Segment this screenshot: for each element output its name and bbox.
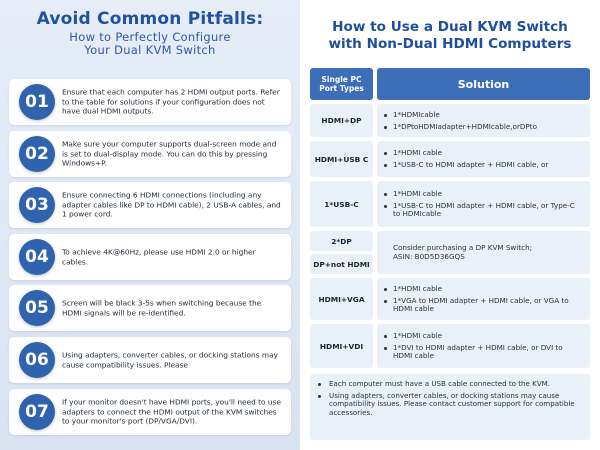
pitfalls-title: Avoid Common Pitfalls:	[36, 9, 264, 29]
tip-card-01	[9, 79, 291, 125]
solutions-title: How to Use a Dual KVM Switch with Non-Dual HDMI Computers	[328, 19, 572, 52]
notes-box	[310, 374, 590, 440]
list-item: 1*HDMI cable	[383, 285, 584, 294]
list-item: 1*HDMI cable	[383, 190, 584, 199]
list-item: 1*HDMI cable	[383, 149, 584, 158]
tip-card-07	[9, 389, 291, 435]
list-item: 1*VGA to HDMI adapter + HDMI cable, or VGA to HDMI cable	[383, 297, 584, 314]
list-item: 1*USB-C to HDMI adapter + HDMI cable, or	[383, 161, 584, 170]
tip-number-badge: 04	[19, 239, 55, 275]
tip-card-02	[9, 131, 291, 177]
list-item: 1*USB-C to HDMI adapter + HDMI cable, or Type-C to HDMIcable	[383, 202, 584, 219]
port-type-cell: HDMI+DP	[310, 104, 373, 137]
tip-text: Screen will be black 3-5s when switching because the HDMI signals will be re-identified.	[62, 298, 262, 317]
port-type-cell: DP+not HDMI	[310, 254, 373, 274]
port-type-cell: 1*USB-C	[310, 181, 373, 227]
bullet-icon	[384, 164, 387, 167]
bullet-icon	[384, 205, 387, 208]
solution-cell	[377, 324, 590, 368]
tip-number-badge: 06	[19, 342, 55, 378]
tip-number-badge: 07	[19, 394, 55, 430]
bullet-icon	[384, 114, 387, 117]
tip-text: Using adapters, converter cables, or docking stations may cause compatibility issues. Please	[62, 350, 278, 369]
tip-number-badge: 01	[19, 84, 55, 120]
solution-cell: Consider purchasing a DP KVM Switch; ASIN: B0D5D36GQS	[377, 231, 590, 274]
bullet-icon	[318, 395, 321, 398]
tip-number-badge: 02	[19, 136, 55, 172]
bullet-icon	[384, 335, 387, 338]
list-item: 1*HDMIcable	[383, 111, 584, 120]
bullet-icon	[384, 347, 387, 350]
pitfalls-subtitle: How to Perfectly Configure Your Dual KVM Switch	[69, 30, 231, 57]
tip-text: Ensure connecting 6 HDMI connections (including any adapter cables like DP to HDMI cable), 2 USB-A cables, and 1 power cord.	[62, 190, 281, 219]
port-type-cell: HDMI+VGA	[310, 278, 373, 320]
solution-cell	[377, 104, 590, 137]
bullet-icon	[384, 300, 387, 303]
solution-cell	[377, 141, 590, 177]
port-type-cell: 2*DP	[310, 231, 373, 251]
tip-card-05	[9, 285, 291, 331]
tip-text: Make sure your computer supports dual-screen mode and is set to dual-display mode. You can do this by pressing Windows+P.	[62, 139, 277, 168]
tip-text: If your monitor doesn't have HDMI ports, you'll need to use adapters to connect the HDMI output of the KVM switches to your monitor's port (DP/VGA/DVI).	[62, 397, 282, 426]
solutions-panel	[300, 0, 600, 450]
tip-card-04	[9, 234, 291, 280]
tip-text: Ensure that each computer has 2 HDMI output ports. Refer to the table for solutions if your configuration does not have dual HDMI outputs.	[62, 87, 280, 116]
table-header-port-types: Single PC Port Types	[310, 68, 373, 100]
tip-number-badge: 05	[19, 290, 55, 326]
bullet-icon	[384, 193, 387, 196]
tip-number-badge: 03	[19, 187, 55, 223]
tip-card-06	[9, 337, 291, 383]
tip-text: To achieve 4K@60Hz, please use HDMI 2.0 or higher cables.	[62, 247, 256, 266]
solution-cell	[377, 181, 590, 227]
list-item: 1*DPtoHDMIadapter+HDMIcable,orDPto	[383, 123, 584, 132]
list-item: Using adapters, converter cables, or docking stations may cause compatibility issues. Please contact customer support for compatible accessories.	[318, 392, 582, 418]
bullet-icon	[384, 152, 387, 155]
bullet-icon	[318, 383, 321, 386]
solution-cell	[377, 278, 590, 320]
list-item: 1*DVI to HDMI adapter + HDMI cable, or DVI to HDMI cable	[383, 344, 584, 361]
list-item: Each computer must have a USB cable connected to the KVM.	[318, 380, 582, 389]
bullet-icon	[384, 126, 387, 129]
port-type-cell: HDMI+USB C	[310, 141, 373, 177]
bullet-icon	[384, 288, 387, 291]
table-header-solution: Solution	[377, 68, 590, 100]
list-item: 1*HDMI cable	[383, 332, 584, 341]
port-type-cell: HDMI+VDI	[310, 324, 373, 368]
tip-card-03	[9, 182, 291, 228]
